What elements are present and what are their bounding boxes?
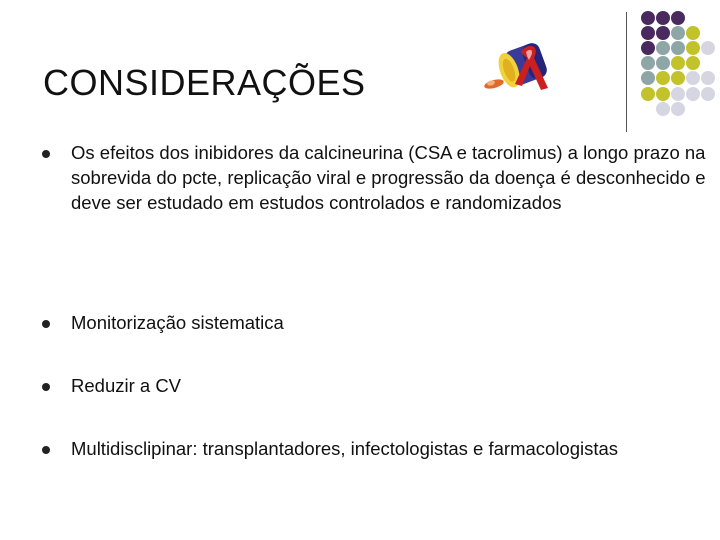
- bullet-text: Os efeitos dos inibidores da calcineurina (CSA e tacrolimus) a longo prazo na sobrevida do pcte, replicação viral e progressão da doença é desconhecido e deve ser estudado em estudos controlados e randomizados: [71, 142, 706, 213]
- dot: [671, 11, 685, 25]
- dot: [641, 87, 655, 101]
- bullet-text: Reduzir a CV: [71, 375, 182, 396]
- bullet-dot-icon: [42, 150, 50, 158]
- dot: [671, 87, 685, 101]
- divider-line: [626, 12, 627, 132]
- dot: [641, 11, 655, 25]
- dot: [641, 71, 655, 85]
- dot: [656, 87, 670, 101]
- dot: [686, 87, 700, 101]
- bullet-dot-icon: [42, 383, 50, 391]
- dot: [701, 71, 715, 85]
- dot: [671, 102, 685, 116]
- list-item: [40, 140, 711, 215]
- dot: [671, 41, 685, 55]
- dot: [656, 56, 670, 70]
- dot: [701, 87, 715, 101]
- bullet-text: Multidisclipinar: transplantadores, infectologistas e farmacologistas: [71, 438, 619, 459]
- slide-title: CONSIDERAÇÕES: [43, 62, 366, 103]
- dot: [701, 41, 715, 55]
- bullet-dot-icon: [42, 446, 50, 454]
- dot: [656, 26, 670, 40]
- dot: [686, 71, 700, 85]
- dot: [641, 41, 655, 55]
- dot: [686, 41, 700, 55]
- dot: [686, 56, 700, 70]
- dot: [656, 41, 670, 55]
- dot: [656, 11, 670, 25]
- dot: [641, 26, 655, 40]
- bullet-dot-icon: [42, 320, 50, 328]
- dot: [671, 71, 685, 85]
- dot: [656, 102, 670, 116]
- list-item: [40, 310, 711, 335]
- dot: [656, 71, 670, 85]
- aids-ribbon-pill-icon: [478, 36, 560, 94]
- list-item: [40, 436, 711, 461]
- dot: [641, 56, 655, 70]
- list-item: [40, 373, 711, 398]
- dot: [686, 26, 700, 40]
- dot: [671, 26, 685, 40]
- dot: [671, 56, 685, 70]
- bullet-text: Monitorização sistematica: [71, 312, 284, 333]
